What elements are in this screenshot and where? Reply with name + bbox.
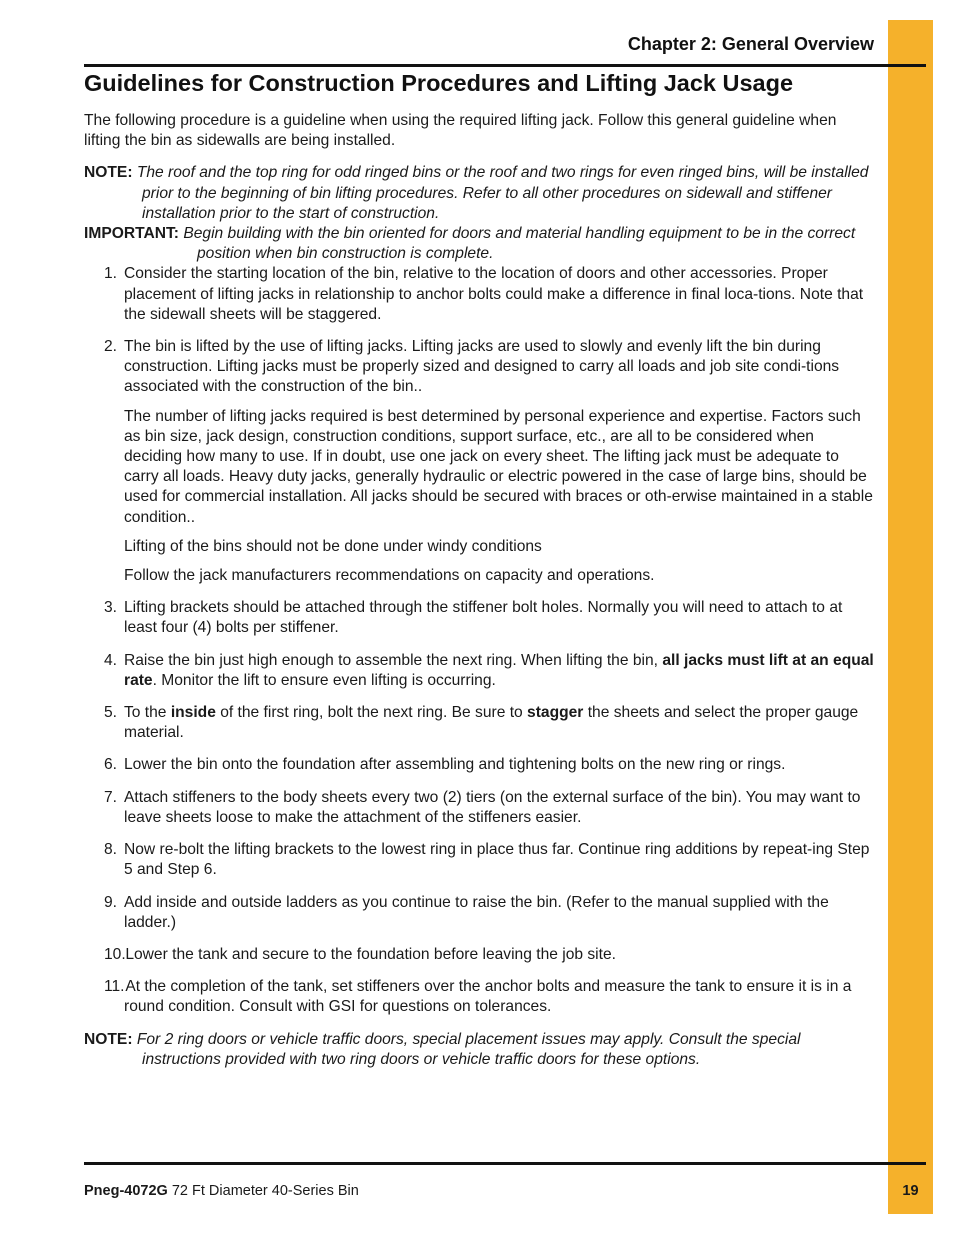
step-text-part: of the first ring, bolt the next ring. Be sure to [215,704,528,722]
page-number: 19 [902,1183,919,1199]
step-2-jack-count-paragraph: The number of lifting jacks required is best determined by personal experience and expertise. Factors such as bin size, jack design, construction conditions, support surface, etc., are all to be considered when deciding how many to use. If in doubt, use one jack on every sheet. The lifting jack must be adequate to carry all loads. Heavy duty jacks, generally hydraulic or electric powered in the case of large bins, should be used for commercial installation. All jacks should be secured with braces or oth-erwise maintained in a stable condition.. [124,407,873,526]
chapter-heading: Chapter 2: General Overview [627,34,874,54]
step-text: Lower the bin onto the foundation after assembling and tightening bolts on the new ring or rings. [124,756,786,774]
step-number: 3. [104,599,118,617]
page-title: Guidelines for Construction Procedures and Lifting Jack Usage [84,70,794,96]
step-10 [84,945,876,965]
step-number: 6. [104,756,118,774]
step-emphasis: all jacks must lift at an equal rate [124,651,874,689]
header-rule [84,64,926,67]
step-text-part: At the completion of the tank, set stiffeners over the anchor bolts and measure the tank to ensure it is in a round condition. Consult with GSI for questions on tolerances. [124,978,852,1016]
note-label: NOTE: [84,1030,133,1048]
step-5 [84,703,876,743]
chapter-sidebar-tab [888,20,933,1214]
step-9 [84,893,876,933]
step-emphasis: inside [170,704,216,722]
step-7 [84,788,876,828]
step-1 [84,264,876,325]
step-number: 5. [104,704,118,722]
document-id: Pneg-4072G [84,1183,168,1199]
step-text: Add inside and outside ladders as you continue to raise the bin. (Refer to the manual supplied with the ladder.) [124,893,829,931]
step-text-part: Lower the tank and secure to the foundation before leaving the job site. [125,945,616,963]
important-text: Begin building with the bin oriented for doors and material handling equipment to be in the correct position when bin construction is complete. [183,225,856,263]
intro-paragraph: The following procedure is a guideline when using the required lifting jack. Follow this general guideline when lifting the bin as sidewalls are being installed. [84,112,837,150]
step-8 [84,840,876,880]
step-11 [84,977,876,1017]
step-number: 9. [104,893,118,911]
step-text: Consider the starting location of the bin, relative to the location of doors and other accessories. Proper placement of lifting jacks in relationship to anchor bolts could make a difference in final loca-tions. Note that the sidewall sheets will be staggered. [124,265,864,323]
step-text: Now re-bolt the lifting brackets to the lowest ring in place thus far. Continue ring additions by repeat-ing Step 5 and Step 6. [124,841,870,879]
step-2-manufacturer-paragraph: Follow the jack manufacturers recommendations on capacity and operations. [124,567,655,585]
step-2-wind-paragraph: Lifting of the bins should not be done under windy conditions [124,537,542,555]
step-text: Attach stiffeners to the body sheets every two (2) tiers (on the external surface of the bin). You may want to leave sheets loose to make the attachment of the stiffeners easier. [124,788,861,826]
note-bottom [84,1030,876,1070]
note-top [84,163,876,224]
step-number: 11. [104,978,125,996]
step-text [124,945,876,965]
step-text-part: To the [124,704,171,722]
step-text [124,703,876,743]
step-2 [84,337,876,586]
step-number: 2. [104,338,118,356]
step-text: The bin is lifted by the use of lifting jacks. Lifting jacks are used to slowly and evenly lift the bin during construction. Lifting jacks must be properly sized and designed to carry all loads and job site condi-tions associated with the construction of the bin.. [124,338,840,396]
step-number: 7. [104,788,118,806]
procedure-steps [84,264,876,1017]
step-text [124,977,876,1017]
note-label: NOTE: [84,164,133,182]
step-number: 4. [104,651,118,669]
page-body [84,111,876,1070]
step-text-part: the sheets and select the proper gauge material. [124,704,859,742]
step-text-part: Raise the bin just high enough to assemble the next ring. When lifting the bin, [124,651,663,669]
footer-rule [84,1162,926,1165]
step-number: 10. [104,945,126,963]
step-3 [84,598,876,638]
step-6 [84,755,876,775]
footer-document-info [84,1183,359,1199]
note-text: For 2 ring doors or vehicle traffic doors, special placement issues may apply. Consult the special instructions provided with two ring doors or vehicle traffic doors for these options. [136,1030,801,1068]
step-text [124,651,876,691]
step-number: 1. [104,265,118,283]
note-text: The roof and the top ring for odd ringed bins or the roof and two rings for even ringed bins, will be installed prior to the beginning of bin lifting procedures. Refer to all other procedures on sidewall and stiffener installation prior to the start of construction. [136,164,869,222]
important-label: IMPORTANT: [84,225,179,243]
step-number: 8. [104,841,118,859]
document-title: 72 Ft Diameter 40-Series Bin [171,1183,359,1199]
step-4 [84,651,876,691]
step-text-part: . Monitor the lift to ensure even lifting is occurring. [152,671,496,689]
step-text: Lifting brackets should be attached through the stiffener bolt holes. Normally you will need to attach to at least four (4) bolts per stiffener. [124,599,843,637]
important-note [84,224,876,264]
step-emphasis: stagger [527,704,584,722]
